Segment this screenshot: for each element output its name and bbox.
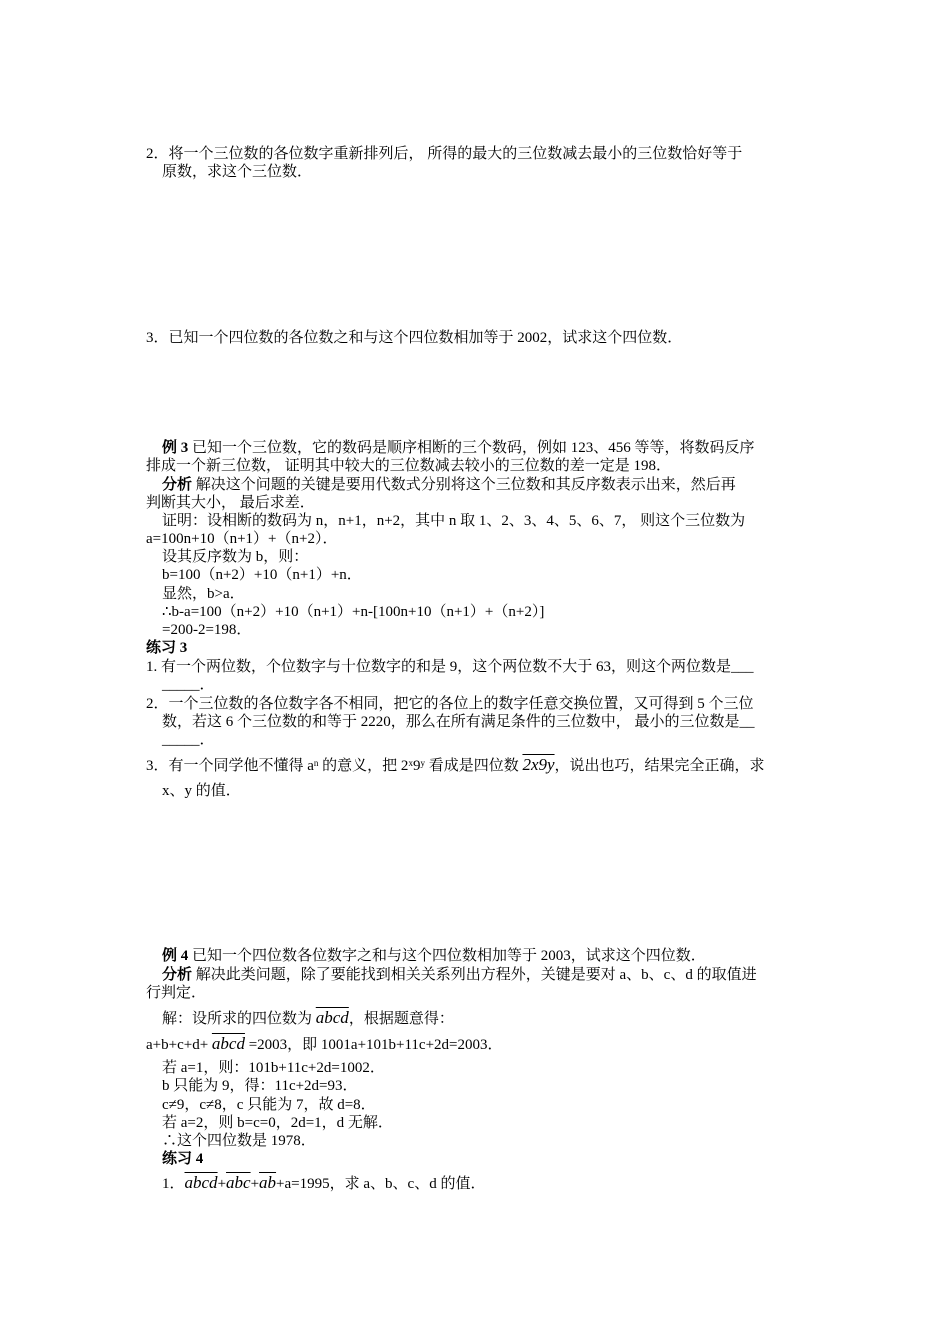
practice3-q3-text-d: 看成是四位数 <box>424 758 523 774</box>
example4-solution-line3: 若 a=1，则：101b+11c+2d=1002． <box>162 1060 385 1076</box>
q2-line1: 2．将一个三位数的各位数字重新排列后， 所得的最大的三位数减去最小的三位数恰好等于 <box>146 146 743 162</box>
example3-proof-line5: 显然，b>a． <box>162 586 245 602</box>
overlined-number-2x9y: 2x9y <box>522 755 555 774</box>
exponent-n: n <box>313 758 319 768</box>
example4-solution-line4: b 只能为 9，得：11c+2d=93． <box>162 1078 358 1094</box>
example3-proof-line7: =200-2=198． <box>162 622 252 638</box>
example4-solution-line6: 若 a=2，则 b=c=0，2d=1，d 无解． <box>162 1115 393 1131</box>
overlined-number-abcd: abcd <box>184 1173 218 1192</box>
overlined-number-abcd: abcd <box>315 1008 349 1027</box>
q2-line2: 原数，求这个三位数． <box>162 164 313 180</box>
overlined-number-ab: $\overline{ab}$ <box>259 1173 277 1192</box>
example3-analysis-line1 <box>162 476 736 494</box>
practice4-q1-number: 1． <box>162 1176 185 1192</box>
practice3-q1-line2: _____． <box>162 677 215 693</box>
example3-proof-line6: ∴b-a=100（n+2）+10（n+1）+n-[100n+10（n+1）+（n+2）] <box>162 604 545 620</box>
plus-sign: + <box>250 1176 260 1192</box>
overlined-number-abcd: abcd <box>211 1034 245 1053</box>
example4-solution-text-c: a+b+c+d+ <box>146 1037 212 1053</box>
example4-analysis-text1: 解决此类问题，除了要能找到相关关系列出方程外，关键是要对 a、b、c、d 的取值进 <box>192 967 757 983</box>
example3-proof-line3: 设其反序数为 b，则： <box>162 549 309 565</box>
example3-line2: 排成一个新三位数， 证明其中较大的三位数减去较小的三位数的差一定是 198． <box>146 458 672 474</box>
exponent-y: y <box>420 758 425 768</box>
example4-solution-text-b: ，根据题意得： <box>348 1011 454 1027</box>
example3-analysis-label: 分析 <box>162 477 193 493</box>
example3-line1 <box>162 439 755 457</box>
practice3-q2-line1: 2．一个三位数的各位数字各不相同，把它的各位上的数字任意交换位置，又可得到 5 个三位 <box>146 696 754 712</box>
practice4-q1-line1 <box>162 1174 485 1193</box>
practice4-title: 练习 4 <box>162 1151 204 1167</box>
practice3-q3-text-e: ，说出也巧，结果完全正确，求 <box>554 758 765 774</box>
example4-analysis-line2: 行判定． <box>146 985 207 1001</box>
example3-proof-line1: 证明：设相断的数码为 n，n+1，n+2，其中 n 取 1、2、3、4、5、6、7， 则这个三位数为 <box>162 513 746 529</box>
practice4-q1-text: +a=1995，求 a、b、c、d 的值． <box>276 1176 486 1192</box>
example4-text1: 已知一个四位数各位数字之和与这个四位数相加等于 2003，试求这个四位数． <box>188 948 706 964</box>
example4-solution-text-d: =2003，即 1001a+101b+11c+2d=2003． <box>244 1037 503 1053</box>
example4-solution-text-a: 解：设所求的四位数为 <box>162 1011 316 1027</box>
example4-solution-line7: ∴这个四位数是 1978． <box>162 1133 316 1149</box>
example3-proof-line2: a=100n+10（n+1）+（n+2）． <box>146 531 338 547</box>
example4-label: 例 4 <box>162 948 189 964</box>
practice3-q3-line2: x、y 的值． <box>162 783 241 799</box>
example4-solution-line1 <box>162 1009 454 1028</box>
q3-line1: 3．已知一个四位数的各位数之和与这个四位数相加等于 2002，试求这个四位数． <box>146 330 683 346</box>
example3-analysis-line2: 判断其大小， 最后求差． <box>146 495 315 511</box>
example4-analysis-line1 <box>162 966 757 984</box>
example4-solution-line2 <box>146 1035 503 1054</box>
example4-analysis-label: 分析 <box>162 967 193 983</box>
practice3-q2-line3: _____． <box>162 732 215 748</box>
practice3-q3-text-c: 9 <box>412 758 421 774</box>
plus-sign: + <box>217 1176 227 1192</box>
example3-text1: 已知一个三位数，它的数码是顺序相断的三个数码，例如 123、456 等等，将数码反序 <box>188 440 755 456</box>
example4-line1 <box>162 947 706 965</box>
practice3-q3-text-b: 的意义，把 2 <box>318 758 409 774</box>
practice3-q3-line1 <box>146 756 765 775</box>
practice3-title: 练习 3 <box>146 640 188 656</box>
example3-proof-line4: b=100（n+2）+10（n+1）+n． <box>162 567 362 583</box>
practice3-q1-line1: 1. 有一个两位数，个位数字与十位数字的和是 9，这个两位数不大于 63，则这个两位数是___ <box>146 659 754 675</box>
overlined-number-abc: $\overline{abc}$ <box>226 1173 251 1192</box>
example3-analysis-text1: 解决这个问题的关键是要用代数式分别将这个三位数和其反序数表示出来，然后再 <box>192 477 736 493</box>
exponent-x: x <box>408 758 413 768</box>
practice3-q2-line2: 数，若这 6 个三位数的和等于 2220，那么在所有满足条件的三位数中， 最小的三位数是__ <box>162 714 755 730</box>
example4-solution-line5: c≠9，c≠8，c 只能为 7，故 d=8． <box>162 1097 376 1113</box>
example3-label: 例 3 <box>162 440 189 456</box>
practice3-q3-text-a: 3．有一个同学他不懂得 a <box>146 758 314 774</box>
